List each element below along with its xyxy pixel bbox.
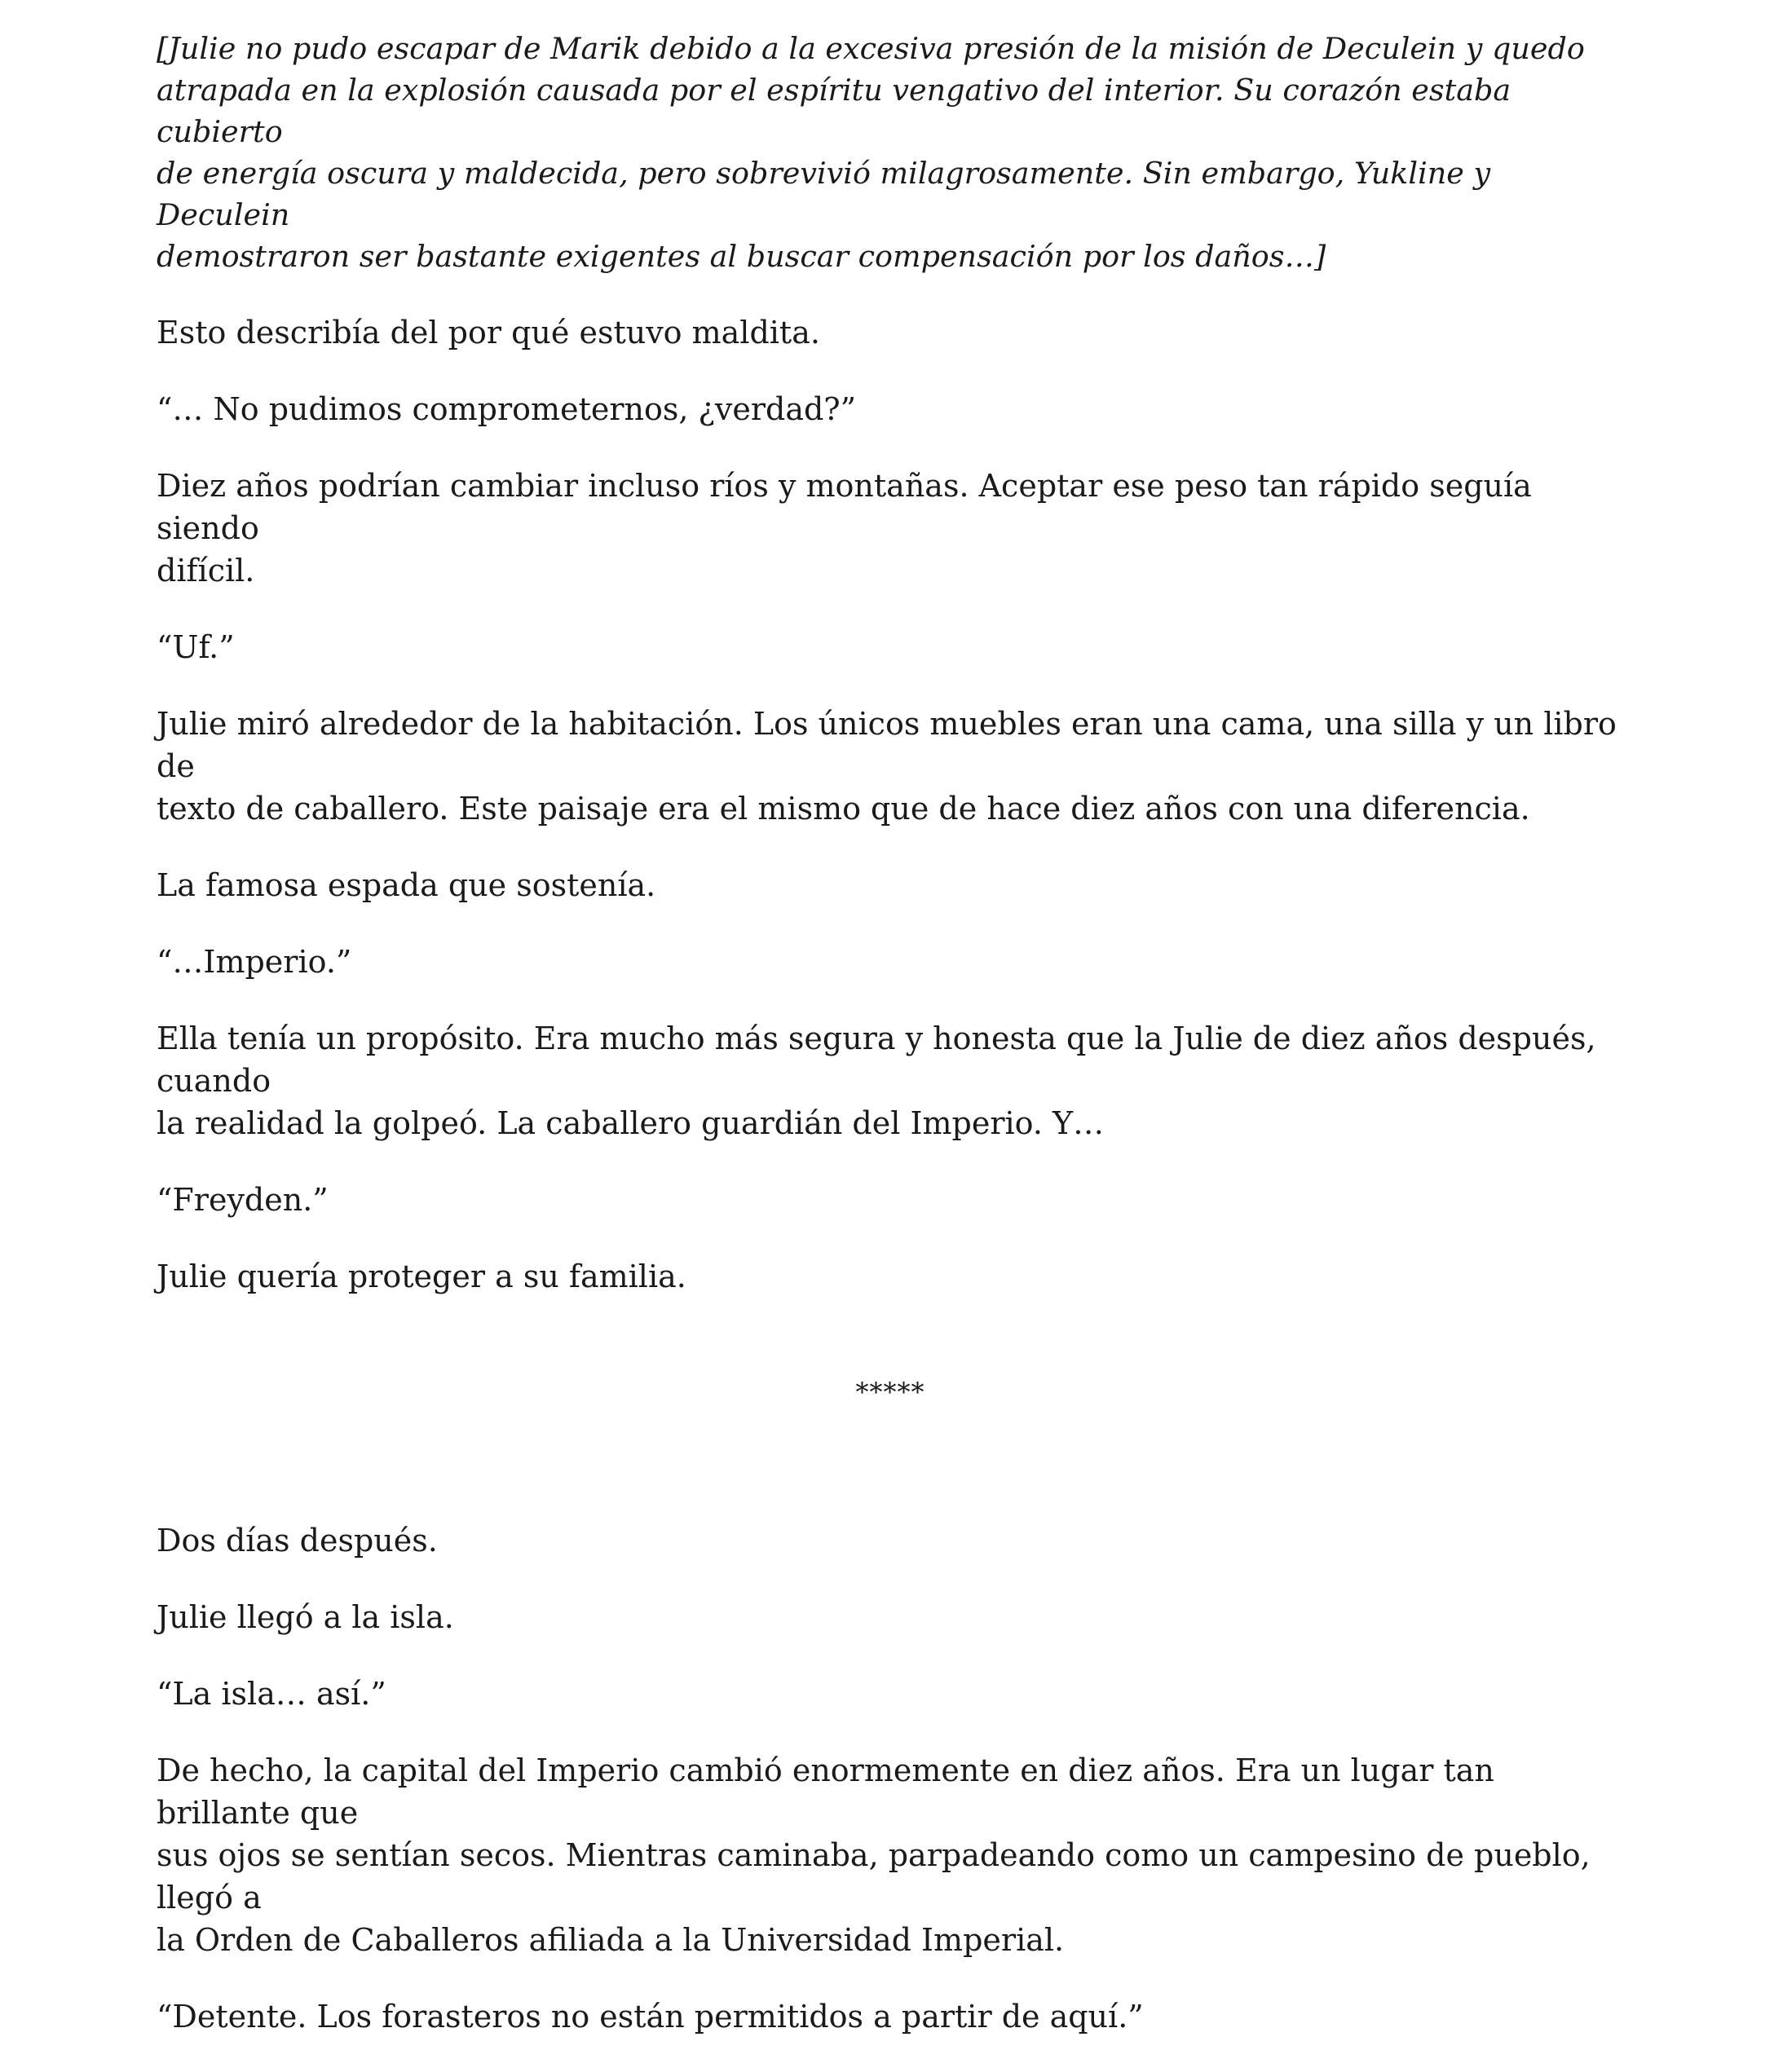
paragraph: “La isla… así.” xyxy=(157,1676,386,1712)
paragraph: “Freyden.” xyxy=(157,1182,329,1218)
paragraph: Diez años podrían cambiar incluso ríos y montañas. Aceptar ese peso tan rápido seguía siendo difícil. xyxy=(157,468,1532,589)
paragraph: De hecho, la capital del Imperio cambió enormemente en diez años. Era un lugar tan brillante que sus ojos se sentían secos. Mientras caminaba, parpadeando como un campesino de pueblo, llegó a la Orden de Caballeros afiliada a la Universidad Imperial. xyxy=(157,1752,1591,1958)
paragraph: La famosa espada que sostenía. xyxy=(157,867,656,903)
paragraph: “Detente. Los forasteros no están permitidos a partir de aquí.” xyxy=(157,1999,1144,2035)
paragraph: Dos días después. xyxy=(157,1523,438,1558)
paragraph: “… No pudimos comprometernos, ¿verdad?” xyxy=(157,391,857,427)
paragraph: Ella tenía un propósito. Era mucho más segura y honesta que la Julie de diez años después, cuando la realidad la golpeó. La caballero guardián del Imperio. Y… xyxy=(157,1021,1596,1141)
intro-italic-paragraph: [Julie no pudo escapar de Marik debido a la excesiva presión de la misión de Deculein y quedo atrapada en la explosión causada por el espíritu vengativo del interior. Su corazón estaba cubierto de energía oscura y maldecida, pero sobrevivió milagrosamente. Sin embargo, Yukline y Deculein demostraron ser bastante exigentes al buscar compensación por los daños…] xyxy=(157,31,1585,274)
paragraph: Julie llegó a la isla. xyxy=(157,1599,454,1635)
paragraph: Esto describía del por qué estuvo maldita. xyxy=(157,315,820,350)
section-separator: ***** xyxy=(855,1377,925,1408)
document-page xyxy=(157,28,1624,2072)
paragraph: Julie miró alrededor de la habitación. Los únicos muebles eran una cama, una silla y un libro de texto de caballero. Este paisaje era el mismo que de hace diez años con una diferencia. xyxy=(157,706,1617,827)
paragraph: “…Imperio.” xyxy=(157,944,352,980)
paragraph: “Uf.” xyxy=(157,629,235,665)
paragraph: Julie quería proteger a su familia. xyxy=(157,1259,686,1294)
